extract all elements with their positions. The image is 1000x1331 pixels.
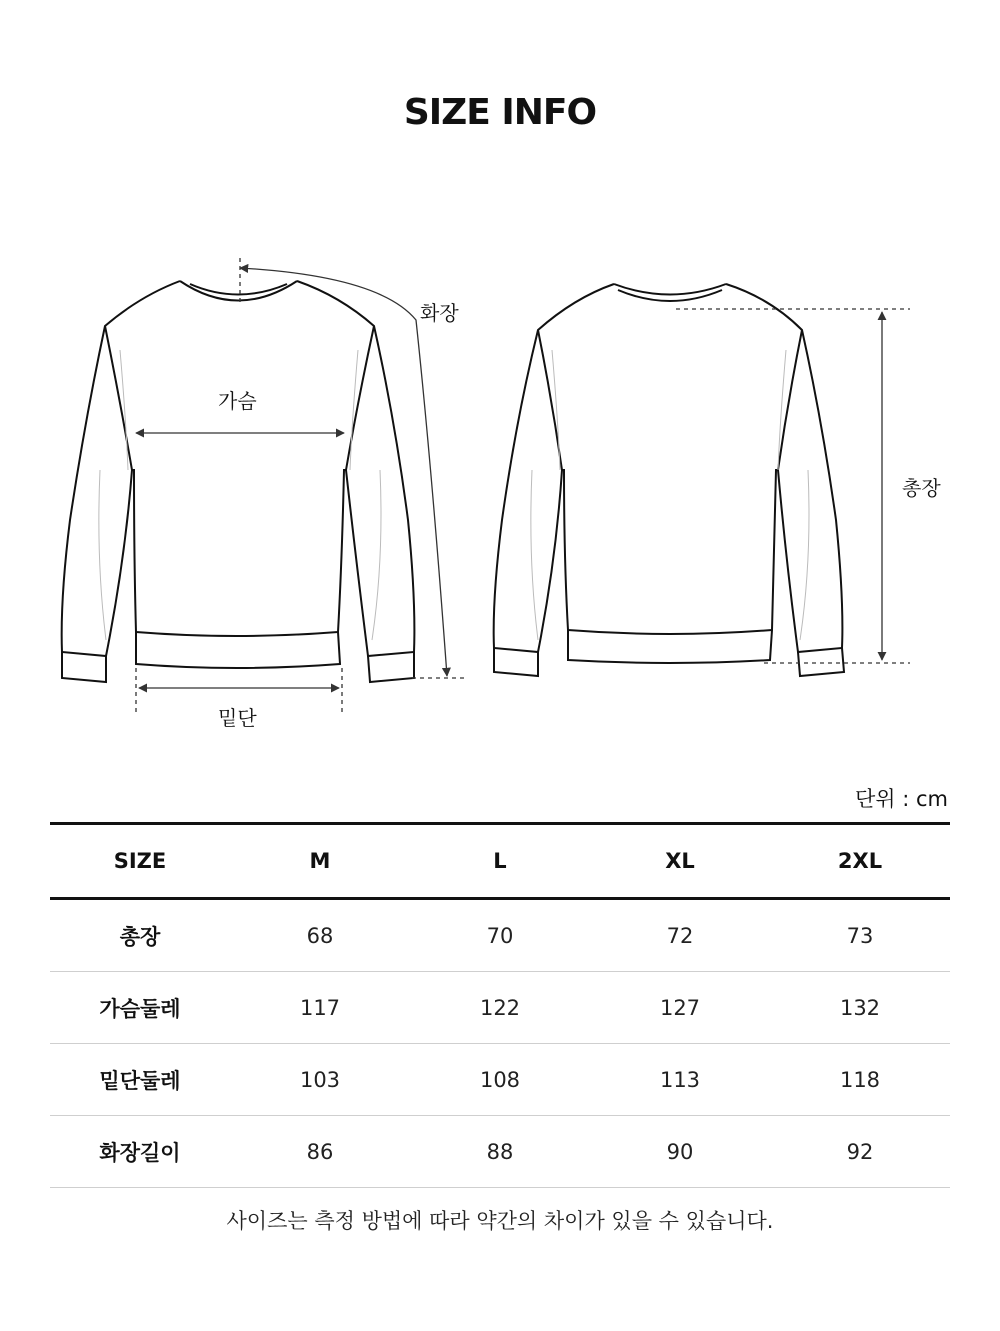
table-cell: 127	[590, 972, 770, 1044]
measurement-note: 사이즈는 측정 방법에 따라 약간의 차이가 있을 수 있습니다.	[226, 1209, 774, 1233]
row-label: 화장길이	[50, 1116, 230, 1188]
header-l: L	[410, 824, 590, 899]
front-sweatshirt	[62, 281, 415, 682]
table-cell: 72	[590, 899, 770, 972]
header-size: SIZE	[50, 824, 230, 899]
hem-label: 밑단	[218, 706, 257, 730]
table-cell: 118	[770, 1044, 950, 1116]
table-cell: 108	[410, 1044, 590, 1116]
table-cell: 70	[410, 899, 590, 972]
table-header-row	[50, 824, 950, 899]
garment-diagram	[0, 240, 1000, 740]
chest-label: 가슴	[218, 389, 257, 413]
table-cell: 73	[770, 899, 950, 972]
header-xl: XL	[590, 824, 770, 899]
table-row	[50, 1116, 950, 1188]
table-cell: 68	[230, 899, 410, 972]
table-cell: 88	[410, 1116, 590, 1188]
header-2xl: 2XL	[770, 824, 950, 899]
length-label: 총장	[902, 476, 941, 500]
header-m: M	[230, 824, 410, 899]
row-label: 가슴둘레	[50, 972, 230, 1044]
back-sweatshirt	[494, 284, 844, 676]
sleeve-label: 화장	[420, 301, 459, 325]
table-row	[50, 972, 950, 1044]
table-row	[50, 899, 950, 972]
table-cell: 90	[590, 1116, 770, 1188]
table-cell: 117	[230, 972, 410, 1044]
row-label: 밑단둘레	[50, 1044, 230, 1116]
size-table	[50, 822, 950, 1188]
table-cell: 103	[230, 1044, 410, 1116]
back-fold-lines	[531, 350, 809, 640]
table-cell: 122	[410, 972, 590, 1044]
row-label: 총장	[50, 899, 230, 972]
unit-label: 단위 : cm	[854, 787, 948, 811]
table-cell: 92	[770, 1116, 950, 1188]
table-cell: 132	[770, 972, 950, 1044]
table-cell: 113	[590, 1044, 770, 1116]
sweatshirt-diagram-svg	[0, 240, 1000, 740]
table-row	[50, 1044, 950, 1116]
table-cell: 86	[230, 1116, 410, 1188]
page-title: SIZE INFO	[403, 92, 597, 133]
